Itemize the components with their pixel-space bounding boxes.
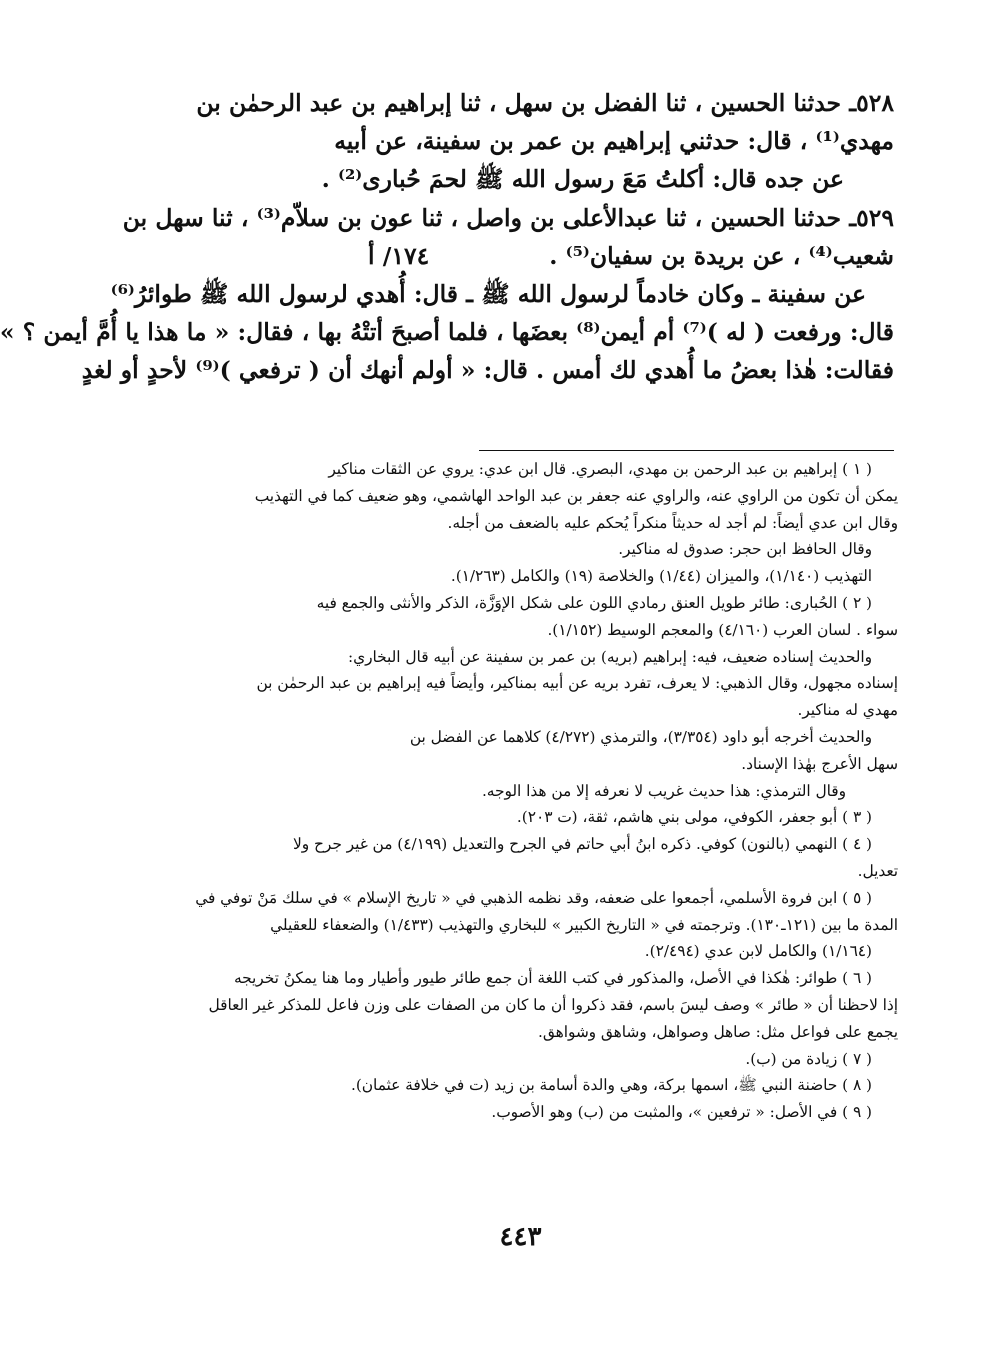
footnote-line: يجمع على فواعل مثل: صاهل وصواهل، وشاهق وشواهق. [538,1022,898,1041]
footnote-line: والحديث أخرجه أبو داود (٣/٣٥٤)، والترمذي (٤/٢٧٢) كلاهما عن الفضل بن [409,727,872,746]
footnote-line: مهدي له مناكير. [797,701,898,720]
hadith-528-line-1: ٥٢٨ـ حدثنا الحسين ، ثنا الفضل بن سهل ، ثنا إبراهيم بن عبد الرحمٰن بن [196,89,894,117]
footnote-line: ( ٦ ) طوائر: هٰكذا في الأصل، والمذكور في كتب اللغة أن جمع طائر طيور وأطيار وما هنا يمكنُ تخريجه [233,969,872,988]
footnote-line: وقال الحافظ ابن حجر: صدوق له مناكير. [618,540,872,559]
hadith-529-line-3: عن سفينة ـ وكان خادماً لرسول الله ﷺ ـ قال: أُهدي لرسول الله ﷺ طوائرُ⁽⁶⁾ [110,280,866,309]
footnotes [127,456,898,1126]
footnote-line: إسناده مجهول، وقال الذهبي: لا يعرف، تفرد بريه عن أبيه بمناكير، وأيضاً فيه إبراهيم بن عبد الرحمٰن بن [256,674,898,693]
footnote-line: يمكن أن تكون من الراوي عنه، والراوي عنه جعفر بن عبد الواحد الهاشمي، وهو ضعيف كما في التهذيب [254,486,898,505]
footnote-line: ( ١ ) إبراهيم بن عبد الرحمن بن مهدي، البصري. قال ابن عدي: يروي عن الثقات مناكير [328,460,872,478]
hadith-529-line-2 [132,237,894,275]
footnote-line: ( ٣ ) أبو جعفر، الكوفي، مولى بني هاشم، ثقة، (ت ٢٠٣). [516,808,872,827]
hadith-text [0,84,894,390]
footnote-line: ( ٨ ) حاضنة النبي ﷺ، اسمها بركة، وهي والدة أسامة بن زيد (ت في خلافة عثمان). [350,1076,872,1095]
footnote-line: وقال الترمذي: هذا حديث غريب لا نعرفه إلا من هذا الوجه. [481,781,846,800]
footnote-line: والحديث إسناده ضعيف، فيه: إبراهيم (بريه) بن عمر بن سفينة عن أبيه قال البخاري: [347,647,872,666]
footnote-line: ( ٧ ) زيادة من (ب). [745,1049,872,1068]
footnote-line: ( ٥ ) ابن فروة الأسلمي، أجمعوا على ضعفه، وقد نظمه الذهبي في « تاريخ الإسلام » في سلك مَنْ توفي في [195,888,872,907]
footnote-line: التهذيب (١/١٤٠)، والميزان (١/٤٤) والخلاصة (١٩) والكامل (١/٢٦٣). [450,567,872,586]
footnote-separator [479,450,894,451]
hadith-529-line-2-text: شعيب⁽⁴⁾ ، عن بريدة بن سفيان⁽⁵⁾ . [549,241,894,270]
page-number: ٤٤٣ [499,1222,542,1252]
footnote-line: سواء . لسان العرب (٤/١٦٠) والمعجم الوسيط (١/١٥٢). [547,620,898,639]
hadith-529-line-4: قال: ورفعت ( له )⁽⁷⁾ أم أيمن⁽⁸⁾ بعضَها ، فلما أصبحَ أتتْهُ بها ، فقال: « ما هذا يا أُمَّ أيمن ؟ » [0,318,894,347]
hadith-529-line-5: فقالت: هٰذا بعضُ ما أُهدي لك أمس . قال: « أولم أنهك أن ( ترفعي )⁽⁹⁾ لأحدٍ أو لغدٍ [81,356,894,385]
hadith-528-line-2: مهدي⁽¹⁾ ، قال: حدثني إبراهيم بن عمر بن سفينة، عن أبيه [334,127,894,156]
hadith-528-line-3: عن جده قال: أكلتُ مَعَ رسول الله ﷺ لحمَ حُبارى⁽²⁾ . [321,165,844,194]
folio-mark: ١٧٤/ أ [368,241,430,270]
footnote-line: ( ٩ ) في الأصل: « ترفعين »، والمثبت من (ب) وهو الأصوب. [491,1103,872,1122]
footnote-line: تعديل. [857,861,898,880]
footnote-line: ( ٤ ) النهمي (بالنون) كوفي. ذكره ابنُ أبي حاتم في الجرح والتعديل (٤/١٩٩) من غير جرح ولا [293,835,872,854]
hadith-529-line-1: ٥٢٩ـ حدثنا الحسين ، ثنا عبدالأعلى بن واصل ، ثنا عون بن سلاّم⁽³⁾ ، ثنا سهل بن [122,203,894,232]
footnote-line: (١/١٦٤) والكامل لابن عدي (٢/٤٩٤). [644,942,872,961]
footnote-line: المدة ما بين (١٢١ـ١٣٠). وترجمته في « التاريخ الكبير » للبخاري والتهذيب (١/٤٣٣) والضعفاء للعقيلي [270,915,898,934]
footnote-line: إذا لاحظنا أن « طائر » وصف ليسَ باسم، فقد ذكروا أن ما كان من الصفات على وزن فاعل للمذكر غير العاقل [208,995,898,1014]
footnote-line: سهل الأعرج بهٰذا الإسناد. [741,754,898,773]
footnote-line: وقال ابن عدي أيضاً: لم أجد له حديثاً منكراً يُحكم عليه بالضعف من أجله. [447,513,898,532]
footnote-line: ( ٢ ) الحُبارى: طائر طويل العنق رمادي اللون على شكل الإوَزَّة، الذكر والأنثى والجمع فيه [316,593,872,612]
